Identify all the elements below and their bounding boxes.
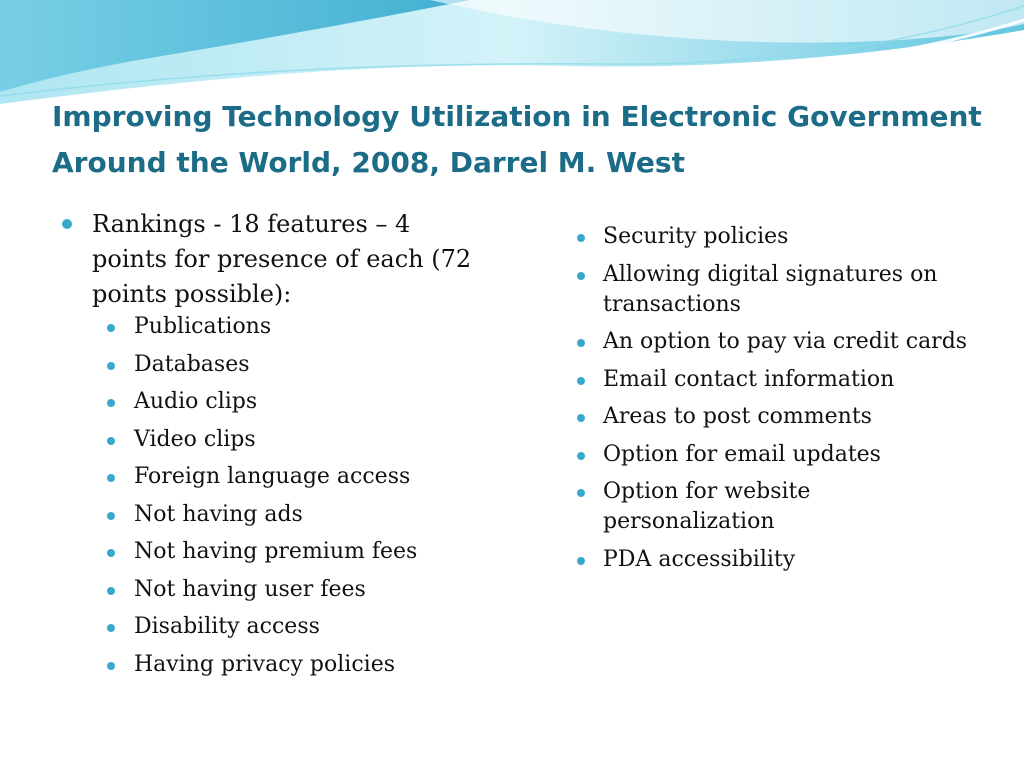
bullet-icon — [577, 272, 585, 280]
list-item — [577, 402, 977, 432]
slide-title: Improving Technology Utilization in Electronic Government Around the World, 2008, Darrel M. West — [52, 100, 982, 179]
left-bullet-column — [62, 207, 482, 687]
list-item — [62, 500, 482, 530]
bullet-icon — [107, 512, 115, 520]
list-item — [577, 260, 977, 320]
bullet-icon — [107, 662, 115, 670]
list-item-text: Foreign language access — [134, 464, 411, 489]
list-item-text: Having privacy policies — [134, 651, 396, 677]
bullet-icon — [577, 339, 585, 347]
list-item-text: Security policies — [603, 224, 789, 249]
list-item — [577, 365, 977, 395]
list-item-text: Option for website personalization — [603, 479, 811, 534]
right-bullet-column — [577, 222, 977, 582]
bullet-icon — [577, 557, 585, 565]
rankings-bullet — [62, 207, 482, 312]
list-item-text: Audio clips — [134, 389, 258, 414]
bullet-icon — [62, 219, 72, 229]
list-item — [62, 387, 482, 417]
list-item-text: An option to pay via credit cards — [603, 329, 968, 354]
list-item-text: Not having ads — [134, 501, 303, 527]
rankings-text: Rankings - 18 features – 4 points for presence of each (72 points possible): — [92, 210, 472, 308]
bullet-icon — [107, 587, 115, 595]
bullet-icon — [107, 399, 115, 407]
bullet-icon — [107, 324, 115, 332]
bullet-icon — [107, 624, 115, 632]
list-item — [577, 545, 977, 575]
bullet-icon — [577, 377, 585, 385]
list-item-text: Video clips — [134, 426, 256, 452]
bullet-icon — [577, 452, 585, 460]
bullet-icon — [577, 414, 585, 422]
list-item-text: Publications — [134, 314, 272, 339]
list-item — [62, 350, 482, 380]
list-item-text: Not having premium fees — [134, 539, 418, 564]
list-item — [577, 222, 977, 252]
list-item — [577, 327, 977, 357]
list-item — [62, 650, 482, 680]
list-item — [577, 440, 977, 470]
list-item — [62, 612, 482, 642]
bullet-icon — [577, 489, 585, 497]
list-item-text: Allowing digital signatures on transactions — [603, 261, 938, 317]
list-item-text: Option for email updates — [603, 441, 881, 467]
list-item — [62, 462, 482, 492]
list-item — [577, 477, 977, 537]
list-item-text: Not having user fees — [134, 576, 366, 602]
bullet-icon — [577, 234, 585, 242]
bullet-icon — [107, 437, 115, 445]
list-item — [62, 537, 482, 567]
list-item-text: PDA accessibility — [603, 546, 796, 572]
list-item-text: Email contact information — [603, 366, 895, 392]
bullet-icon — [107, 549, 115, 557]
list-item-text: Disability access — [134, 614, 320, 639]
list-item — [62, 425, 482, 455]
list-item — [62, 312, 482, 342]
list-item — [62, 575, 482, 605]
list-item-text: Databases — [134, 351, 250, 377]
bullet-icon — [107, 362, 115, 370]
bullet-icon — [107, 474, 115, 482]
list-item-text: Areas to post comments — [603, 404, 872, 429]
